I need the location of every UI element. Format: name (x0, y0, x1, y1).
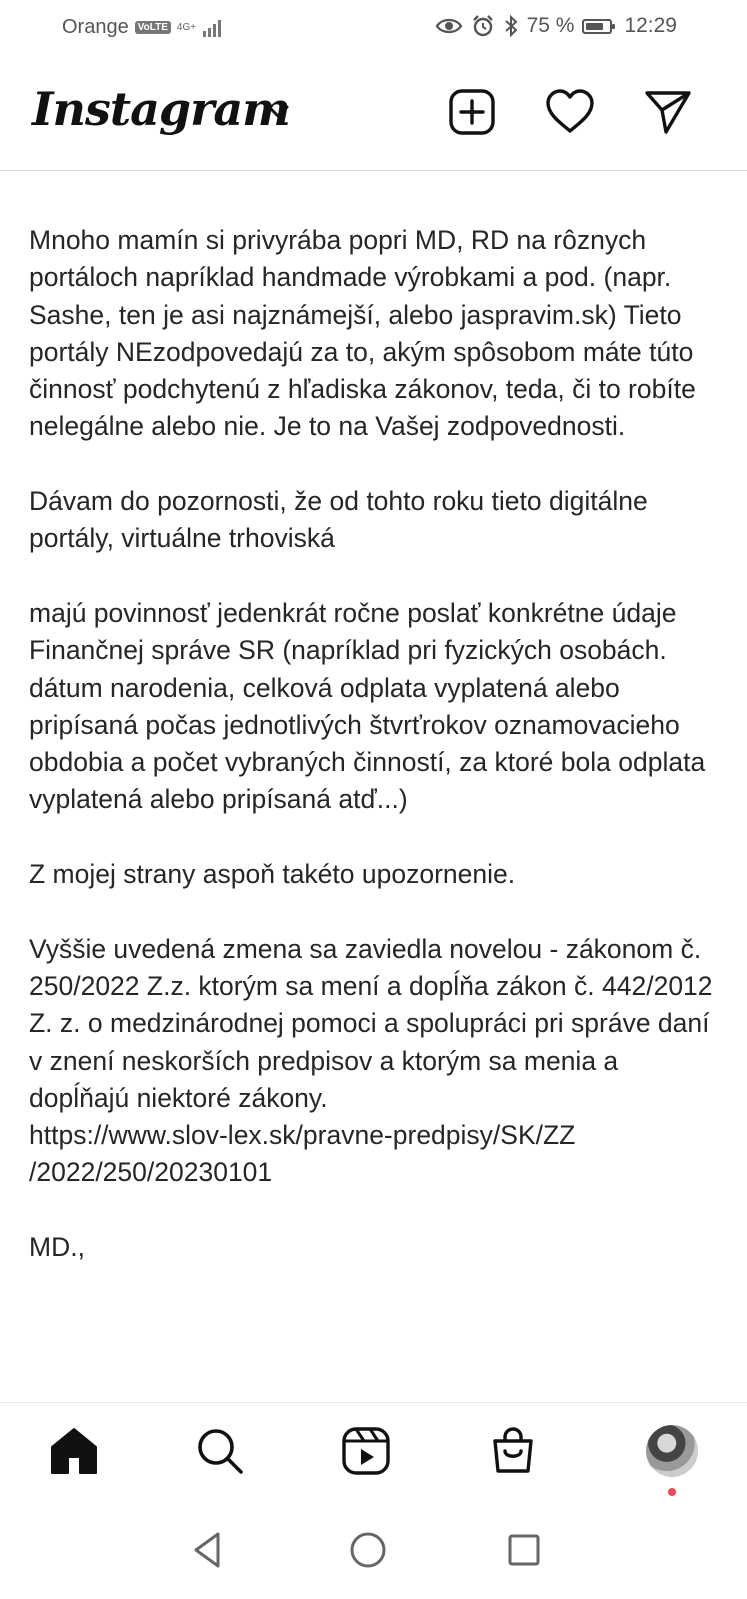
chevron-down-icon[interactable] (266, 104, 290, 120)
new-post-icon[interactable] (446, 86, 498, 138)
notification-dot (668, 1488, 676, 1496)
carrier-name: Orange (62, 16, 129, 38)
shop-icon[interactable] (487, 1425, 539, 1477)
system-nav-bar (0, 1502, 747, 1599)
home-circle-icon[interactable] (348, 1530, 388, 1570)
instagram-logo[interactable]: Instagram (32, 82, 290, 136)
post-paragraph-3: majú povinnosť jedenkrát ročne poslať konkrétne údaje Finančnej správe SR (napríklad pri fyzických osobách. dátum narodenia, celková odplata vyplatená alebo pripísaná počas jednotlivých štvrťrokov oznamovacieho obdobia a počet vybraných činností, za ktoré bola odplata vyplatená alebo pripísaná atď...) (29, 597, 706, 815)
status-left (62, 16, 224, 39)
profile-avatar[interactable] (646, 1425, 698, 1477)
battery-fill (586, 23, 603, 30)
post-paragraph-1: Mnoho mamín si privyrába popri MD, RD na rôznych portáloch napríklad handmade výrobkami a pod. (napr. Sashe, ten je asi najznámejší, alebo jaspravim.sk) Tieto portály NEzodpovedajú za to, akým spôsobom máte túto činnosť podchytenú z hľadiska zákonov, teda, či to robíte nelegálne alebo nie. Je to na Vašej zodpovednosti. (29, 225, 696, 442)
recents-icon[interactable] (504, 1530, 544, 1570)
battery-percent: 75 % (526, 14, 575, 37)
status-right (435, 14, 677, 38)
direct-message-icon[interactable] (642, 86, 694, 138)
post-paragraph-2: Dávam do pozornosti, že od tohto roku tieto digitálne portály, virtuálne trhoviská (29, 486, 648, 554)
post-paragraph-4: Z mojej strany aspoň takéto upozornenie. (29, 859, 516, 890)
clock: 12:29 (624, 14, 677, 37)
volte-badge: VoLTE (135, 21, 171, 34)
network-type: 4G+ (176, 21, 197, 33)
reels-icon[interactable] (340, 1425, 392, 1477)
search-icon[interactable] (194, 1425, 246, 1477)
signal-icon (202, 19, 224, 37)
alarm-icon (471, 14, 495, 38)
heart-icon[interactable] (544, 86, 596, 138)
app-header (0, 56, 747, 171)
post-paragraph-6: MD., (29, 1232, 85, 1263)
eye-icon (435, 17, 463, 35)
post-text (29, 222, 719, 1266)
status-bar (0, 0, 747, 56)
bluetooth-icon (503, 14, 519, 38)
post-paragraph-5: Vyššie uvedená zmena sa zaviedla novelou - zákonom č. 250/2022 Z.z. ktorým sa mení a dopĺňa zákon č. 442/2012 Z. z. o medzinárodnej pomoci a spolupráci pri správe daní v znení neskorších predpisov a ktorým sa menia a dopĺňajú niektoré zákony. https://www.slov-lex.sk/pravne-predpisy/SK/ZZ /2022/250/20230101 (29, 933, 713, 1188)
home-icon[interactable] (48, 1425, 100, 1477)
back-icon[interactable] (188, 1530, 228, 1570)
bottom-nav (0, 1402, 747, 1503)
battery-icon (582, 19, 612, 34)
